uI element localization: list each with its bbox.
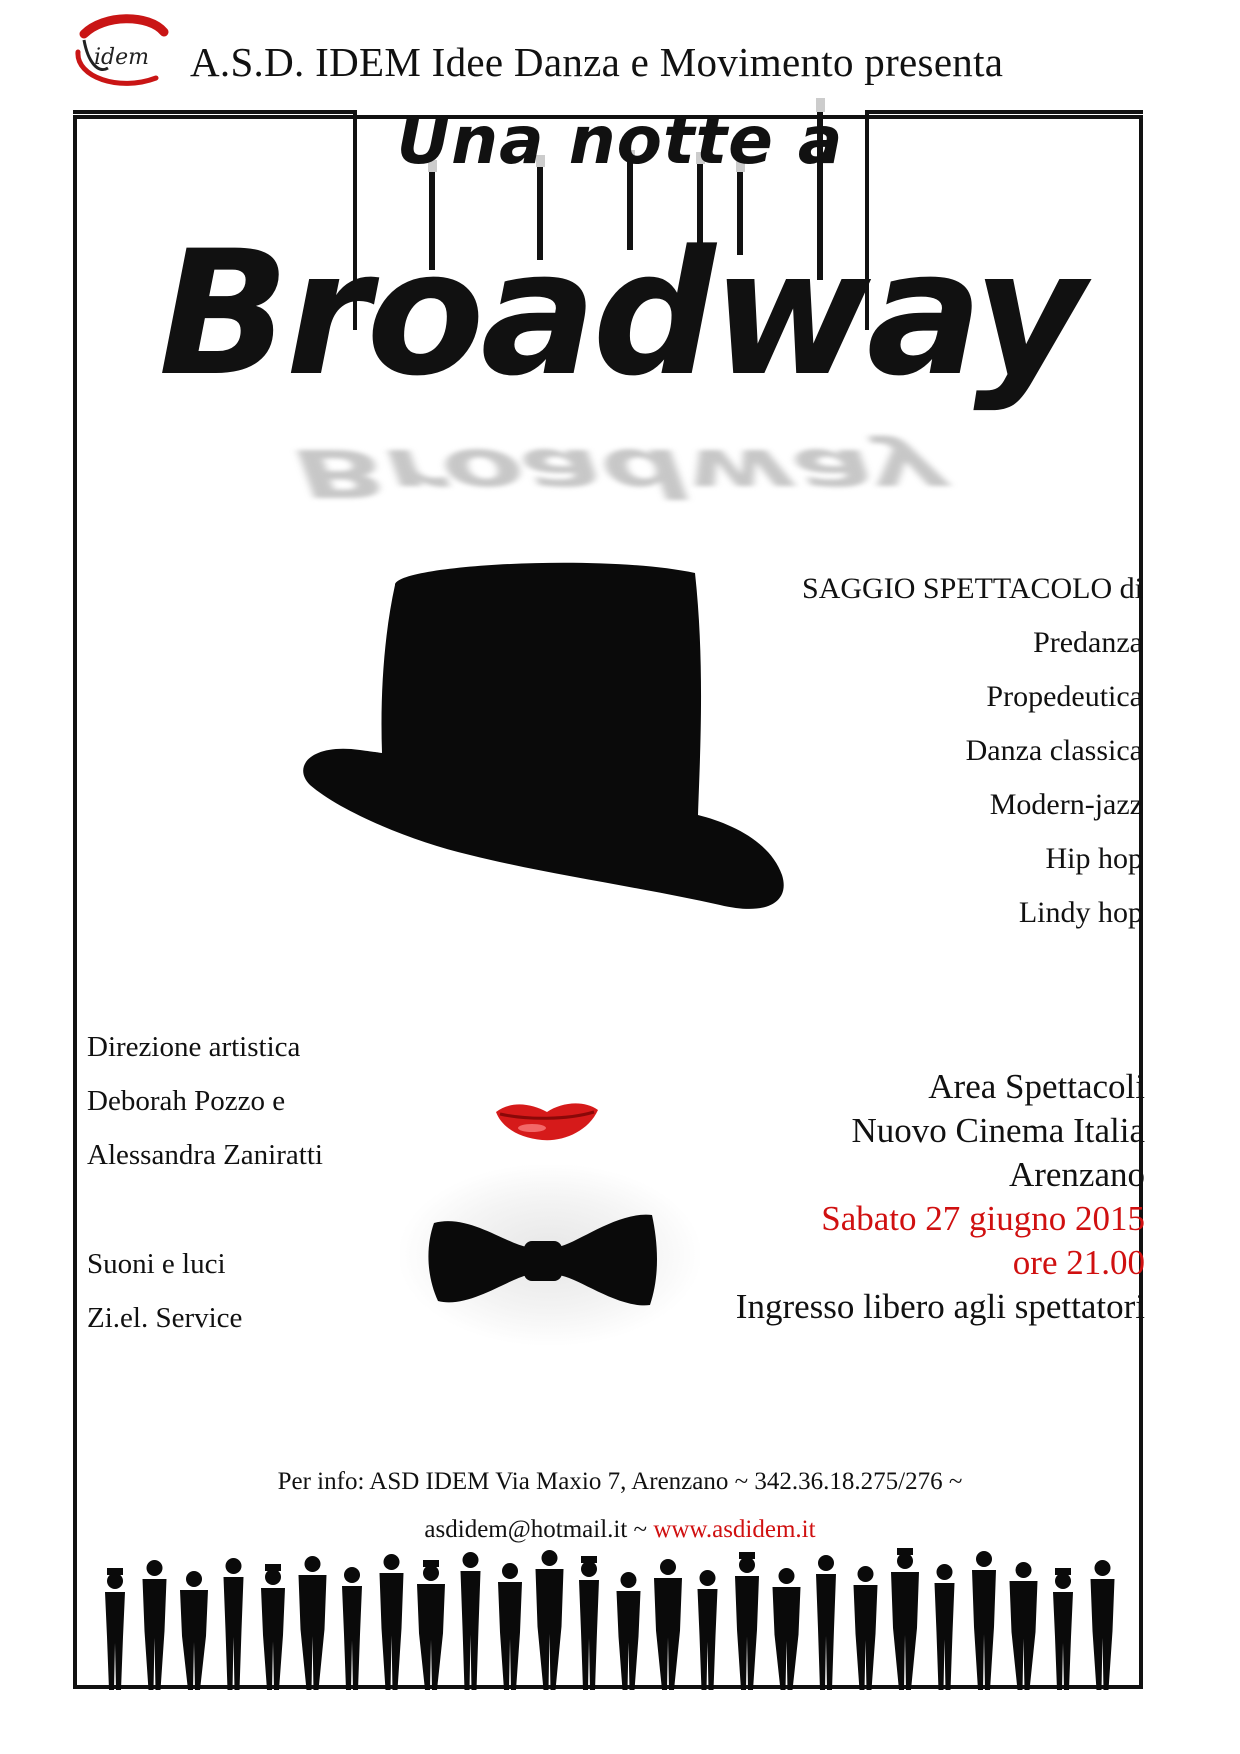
presenter-heading: A.S.D. IDEM Idee Danza e Movimento presenta xyxy=(190,39,1004,85)
title-main: Broadway xyxy=(158,213,1082,414)
dancer-silhouette xyxy=(579,1556,599,1690)
dancer-silhouette xyxy=(698,1570,718,1690)
dancer-silhouette xyxy=(617,1572,641,1690)
dancer-silhouette xyxy=(654,1559,682,1690)
venue-block xyxy=(736,1065,1145,1329)
dancer-silhouette xyxy=(224,1558,244,1690)
top-hat-icon xyxy=(300,545,790,925)
dancer-silhouette xyxy=(735,1552,759,1690)
director-2: Alessandra Zaniratti xyxy=(87,1139,323,1171)
entry-note: Ingresso libero agli spettatori xyxy=(735,1287,1145,1326)
discipline-item: Lindy hop xyxy=(1018,896,1143,929)
dancer-silhouette xyxy=(498,1563,522,1690)
contact-info: Per info: ASD IDEM Via Maxio 7, Arenzano ~ 342.36.18.275/276 ~ xyxy=(277,1468,963,1495)
dancer-silhouette xyxy=(342,1567,362,1690)
credits-direction xyxy=(87,1020,323,1182)
sound-provider: Zi.el. Service xyxy=(87,1302,243,1334)
event-time: ore 21.00 xyxy=(1012,1243,1145,1282)
dancer-silhouette xyxy=(143,1560,167,1690)
venue-area: Area Spettacoli xyxy=(928,1067,1145,1106)
contact-email[interactable]: asdidem@hotmail.it xyxy=(424,1516,628,1543)
dancer-silhouette xyxy=(854,1566,878,1690)
discipline-item: Danza classica xyxy=(965,734,1143,767)
title-line-1: Una notte a xyxy=(396,102,844,179)
contact-separator: ~ xyxy=(627,1516,654,1543)
venue-cinema: Nuovo Cinema Italia xyxy=(851,1111,1145,1150)
dancer-silhouette xyxy=(261,1564,285,1690)
dancers-silhouette-row xyxy=(95,1540,1135,1690)
logo-text: idem xyxy=(94,45,149,70)
dancer-silhouette xyxy=(536,1550,564,1690)
program-heading: SAGGIO SPETTACOLO di xyxy=(802,572,1143,605)
venue-city: Arenzano xyxy=(1008,1155,1145,1194)
discipline-item: Hip hop xyxy=(1045,842,1143,875)
discipline-item: Propedeutica xyxy=(986,680,1143,713)
dancer-silhouette xyxy=(417,1560,445,1690)
contact-website[interactable]: www.asdidem.it xyxy=(653,1516,816,1543)
discipline-item: Modern-jazz xyxy=(989,788,1143,821)
dancer-silhouette xyxy=(380,1554,404,1690)
dancer-silhouette xyxy=(461,1552,481,1690)
dancer-silhouette xyxy=(816,1555,836,1690)
director-1: Deborah Pozzo e xyxy=(87,1085,286,1117)
dancer-silhouette xyxy=(1053,1568,1073,1690)
dancer-silhouette xyxy=(1010,1562,1038,1690)
dancer-silhouette xyxy=(105,1568,125,1690)
dancer-silhouette xyxy=(1091,1560,1115,1690)
bow-tie-icon xyxy=(428,1205,658,1315)
dancer-silhouette xyxy=(935,1564,955,1690)
dancer-silhouette xyxy=(299,1556,327,1690)
dancer-silhouette xyxy=(972,1551,996,1690)
dancer-silhouette xyxy=(891,1548,919,1690)
event-date: Sabato 27 giugno 2015 xyxy=(821,1199,1145,1238)
credits-sound xyxy=(87,1237,242,1345)
dancer-silhouette xyxy=(773,1568,801,1690)
dancer-silhouette xyxy=(180,1571,208,1690)
discipline-item: Predanza xyxy=(1033,626,1143,659)
title-reflection: Broadway xyxy=(294,434,946,511)
direction-label: Direzione artistica xyxy=(87,1031,301,1063)
sound-label: Suoni e luci xyxy=(87,1248,226,1280)
red-lips-icon xyxy=(492,1098,602,1144)
